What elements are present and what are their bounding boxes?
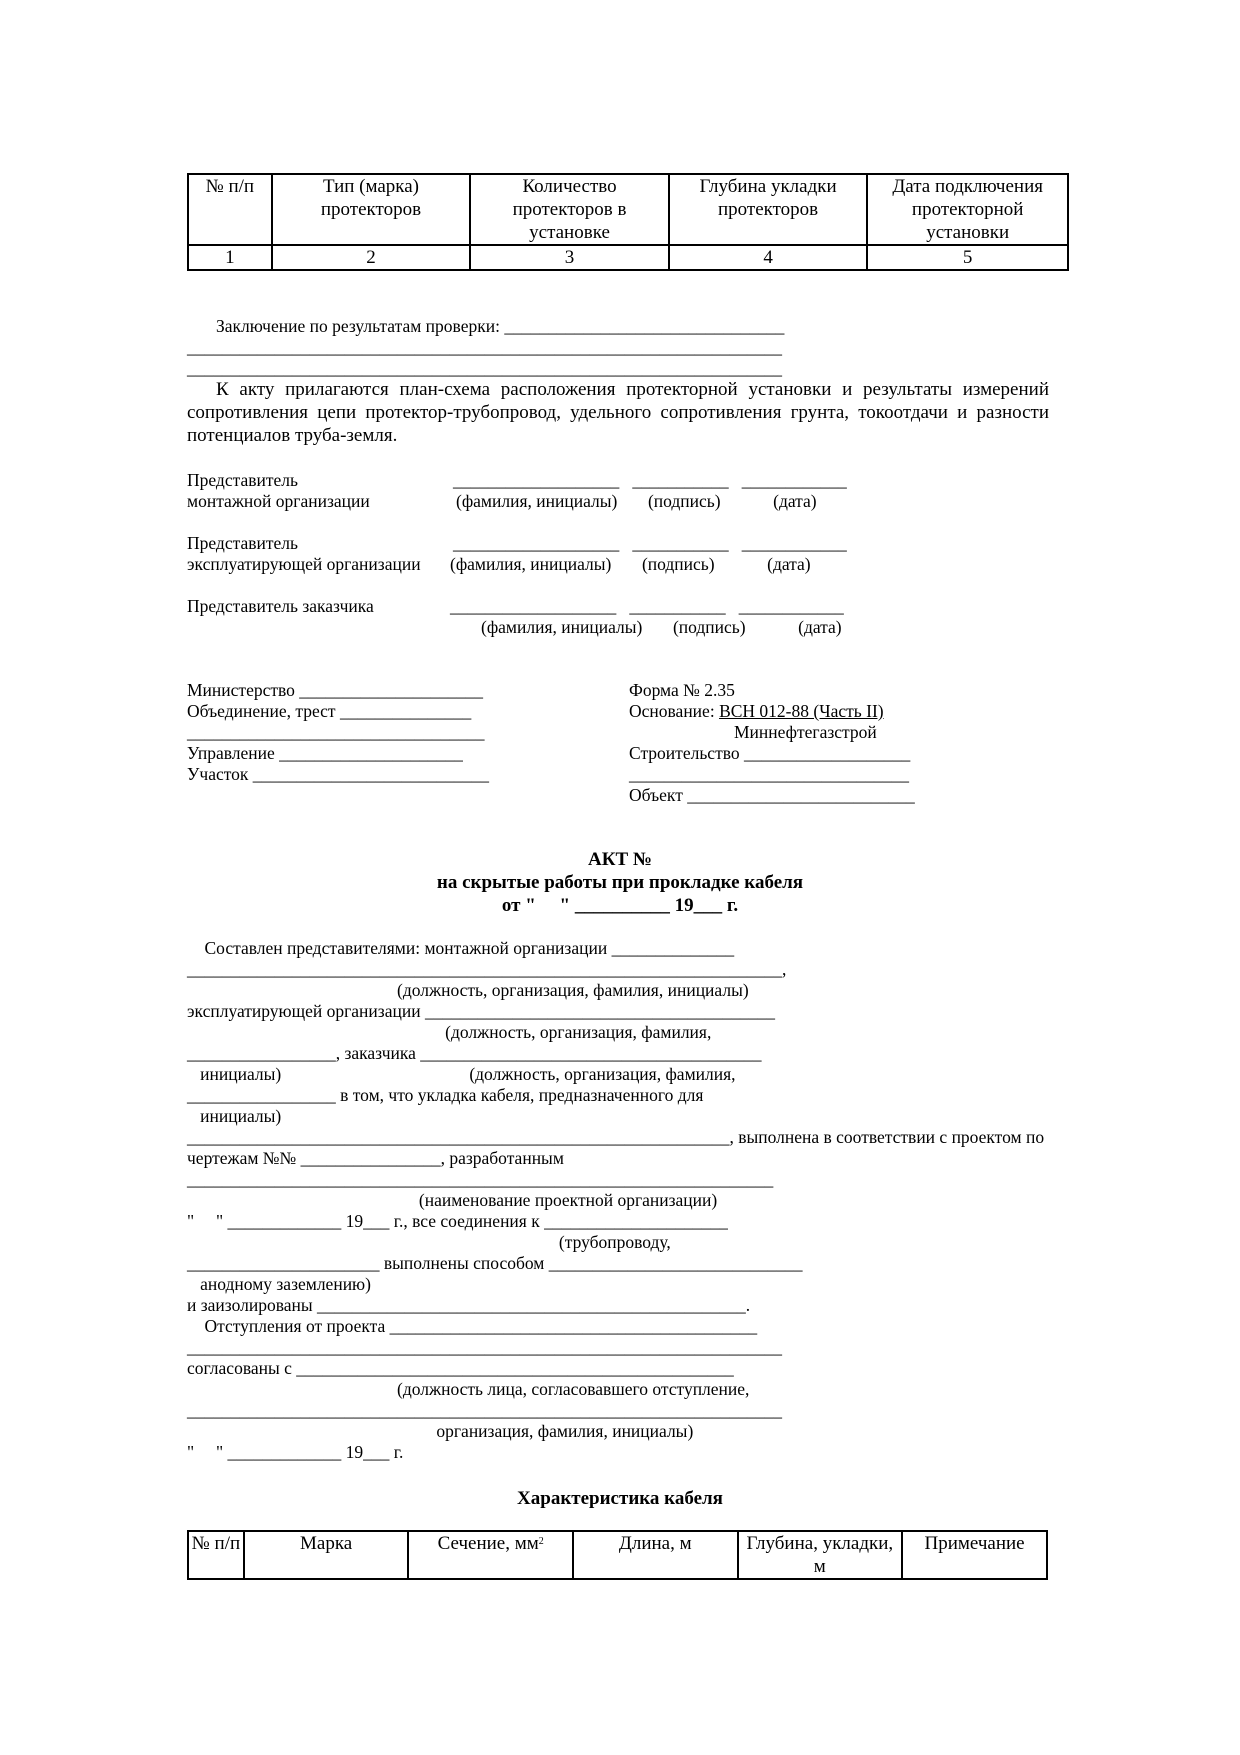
superscript: 2 <box>538 1536 544 1547</box>
body-line: (трубопроводу, <box>187 1232 671 1252</box>
blank-field: ________________________________ <box>629 764 909 784</box>
body-line: ____________________________________________________________________ <box>187 1337 782 1357</box>
ministry-name: Миннефтегазстрой <box>734 722 877 742</box>
signature-label: Представитель <box>187 470 298 490</box>
signature-label: эксплуатирующей организации <box>187 554 421 574</box>
act-date: от " " __________ 19___ г. <box>501 895 739 916</box>
header-cell: Глубина, укладки, м <box>738 1531 903 1579</box>
header-cell-text: Сечение, мм <box>437 1533 539 1554</box>
signature-hint: (фамилия, инициалы) (подпись) (дата) <box>450 554 811 574</box>
signature-lines: ___________________ ___________ ____________ <box>453 533 847 553</box>
body-line: организация, фамилия, инициалы) <box>187 1421 694 1441</box>
basis-link[interactable]: ВСН 012-88 (Часть II) <box>719 701 884 721</box>
body-line: (должность, организация, фамилия, <box>187 1022 712 1042</box>
blank-field: __________________________________ <box>187 722 485 742</box>
basis-label: Основание: <box>629 701 720 721</box>
body-line: Составлен представителями: монтажной организации ______________ <box>187 938 735 958</box>
signature-hint: (фамилия, инициалы) (подпись) (дата) <box>481 617 842 637</box>
cable-section-title: Характеристика кабеля <box>517 1488 723 1509</box>
header-cell: Глубина укладки протекторов <box>669 174 868 245</box>
header-cell: № п/п <box>188 174 272 245</box>
signature-label: монтажной организации <box>187 491 370 511</box>
signature-label: Представитель заказчика <box>187 596 374 616</box>
body-line: эксплуатирующей организации ________________________________________ <box>187 1001 775 1021</box>
object-field: Объект __________________________ <box>629 785 915 805</box>
number-cell: 2 <box>272 245 471 270</box>
act-subtitle: на скрытые работы при прокладке кабеля <box>436 872 804 893</box>
header-cell: Количество протекторов в установке <box>470 174 669 245</box>
signature-lines: ___________________ ___________ ____________ <box>450 596 844 616</box>
body-line: " " _____________ 19___ г. <box>187 1442 404 1462</box>
basis-line <box>629 701 884 722</box>
cable-table <box>187 1530 1048 1580</box>
header-cell: Дата подключения протекторной установки <box>867 174 1068 245</box>
body-line: ______________________ выполнены способом _____________________________ <box>187 1253 803 1273</box>
body-line: ___________________________________________________________________ <box>187 1169 774 1189</box>
header-cell: Тип (марка) протекторов <box>272 174 471 245</box>
cable-table-header-row <box>188 1531 1047 1579</box>
body-line: инициалы) <box>187 1106 282 1126</box>
act-title: АКТ № <box>587 849 652 870</box>
body-line: " " _____________ 19___ г., все соединения к _____________________ <box>187 1211 728 1231</box>
body-line: ____________________________________________________________________, <box>187 959 787 979</box>
number-cell: 3 <box>470 245 669 270</box>
attachment-paragraph: К акту прилагаются план-схема расположения протекторной установки и результаты измерений сопротивления цепи протектор-трубопровод, удельного сопротивления грунта, токоотдачи и разности потенциалов труба-земля. <box>187 379 1049 446</box>
conclusion-blank-line: ____________________________________________________________________ <box>187 337 782 357</box>
department-field: Управление _____________________ <box>187 743 463 763</box>
body-line: ______________________________________________________________, выполнена в соответствии с проектом по <box>187 1127 1045 1147</box>
body-line: анодному заземлению) <box>187 1274 371 1294</box>
protector-table-number-row <box>188 245 1068 270</box>
header-cell <box>408 1531 573 1579</box>
header-cell: № п/п <box>188 1531 244 1579</box>
section-field: Участок ___________________________ <box>187 764 490 784</box>
protector-table <box>187 173 1069 271</box>
signature-lines: ___________________ ___________ ____________ <box>453 470 847 490</box>
header-cell: Марка <box>244 1531 409 1579</box>
conclusion-line: Заключение по результатам проверки: ________________________________ <box>216 316 785 336</box>
body-line: согласованы с __________________________________________________ <box>187 1358 734 1378</box>
ministry-field: Министерство _____________________ <box>187 680 484 700</box>
header-cell: Примечание <box>902 1531 1047 1579</box>
number-cell: 1 <box>188 245 272 270</box>
body-line: Отступления от проекта __________________________________________ <box>187 1316 758 1336</box>
signature-hint: (фамилия, инициалы) (подпись) (дата) <box>456 491 817 511</box>
protector-table-header-row <box>188 174 1068 245</box>
body-line: (наименование проектной организации) <box>187 1190 718 1210</box>
number-cell: 4 <box>669 245 868 270</box>
conclusion-blank-line: ____________________________________________________________________ <box>187 358 782 378</box>
header-cell: Длина, м <box>573 1531 738 1579</box>
body-line: _________________ в том, что укладка кабеля, предназначенного для <box>187 1085 704 1105</box>
body-line: (должность лица, согласовавшего отступление, <box>187 1379 750 1399</box>
body-line: и заизолированы _________________________________________________. <box>187 1295 751 1315</box>
form-number: Форма № 2.35 <box>629 680 735 700</box>
signature-label: Представитель <box>187 533 298 553</box>
number-cell: 5 <box>867 245 1068 270</box>
body-line: (должность, организация, фамилия, инициалы) <box>187 980 749 1000</box>
body-line: инициалы) (должность, организация, фамилия, <box>187 1064 736 1084</box>
construction-field: Строительство ___________________ <box>629 743 911 763</box>
body-line: чертежам №№ ________________, разработанным <box>187 1148 564 1168</box>
trust-field: Объединение, трест _______________ <box>187 701 472 721</box>
body-line: ____________________________________________________________________ <box>187 1400 782 1420</box>
body-line: _________________, заказчика _______________________________________ <box>187 1043 762 1063</box>
